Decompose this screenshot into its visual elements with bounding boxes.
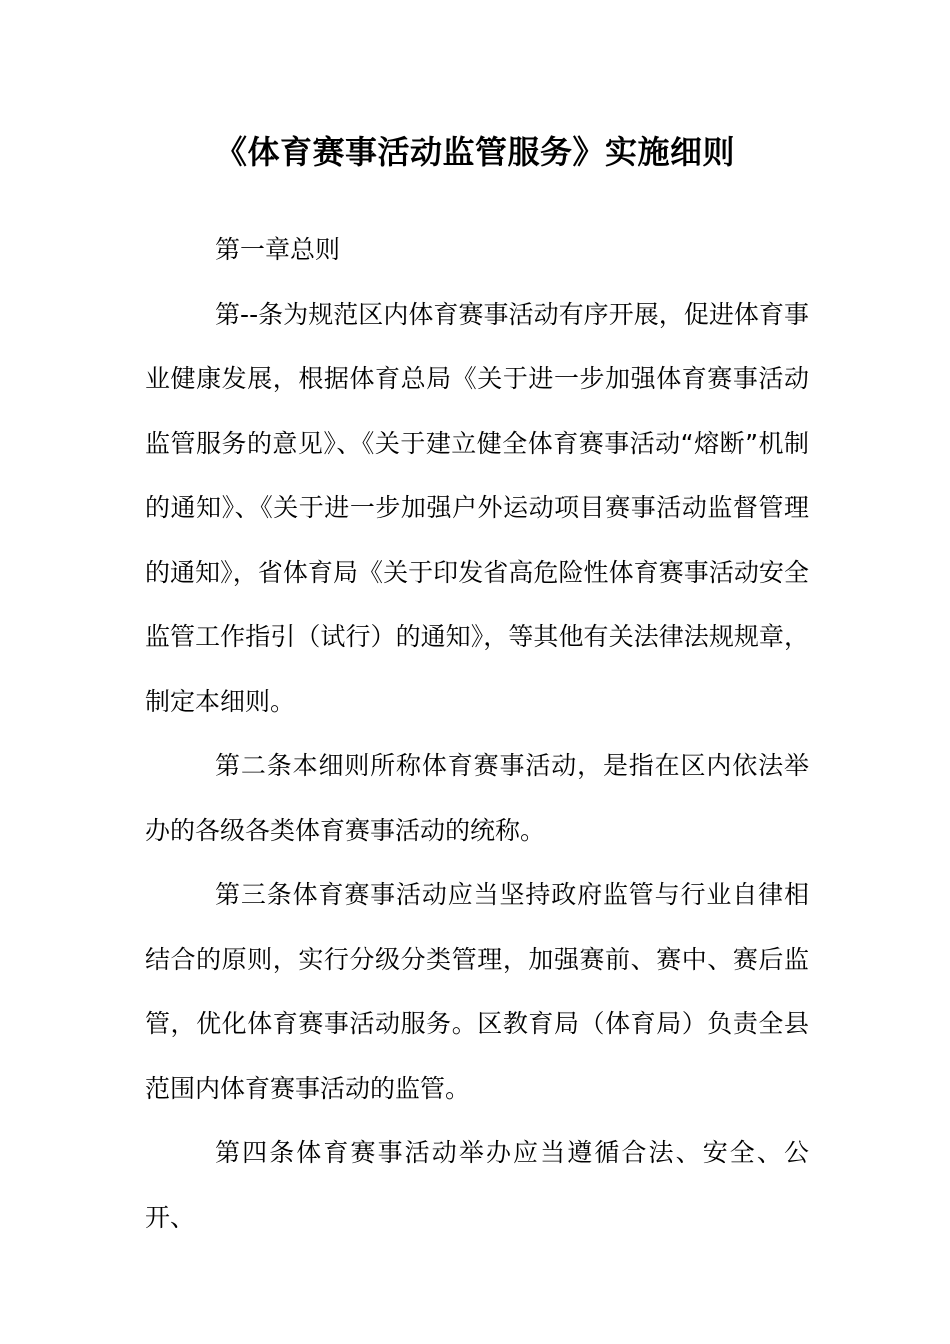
- article-1-paragraph: 第--条为规范区内体育赛事活动有序开展，促进体育事业健康发展，根据体育总局《关于进一步加强体育赛事活动监管服务的意见》、《关于建立健全体育赛事活动“熔断”机制的通知》、《关于进一步加强户外运动项目赛事活动监督管理的通知》，省体育局《关于印发省高危险性体育赛事活动安全监管工作指引（试行）的通知》，等其他有关法律法规规章，制定本细则。: [145, 299, 809, 716]
- article-4-paragraph: 第四条体育赛事活动举办应当遵循合法、安全、公开、: [145, 1138, 809, 1232]
- document-body: [145, 218, 809, 1250]
- chapter-heading: 第一章总则: [215, 235, 341, 264]
- article-2-paragraph: 第二条本细则所称体育赛事活动，是指在区内依法举办的各级各类体育赛事活动的统称。: [145, 751, 809, 845]
- document-title: 《体育赛事活动监管服务》实施细则: [214, 133, 735, 171]
- article-3-paragraph: 第三条体育赛事活动应当坚持政府监管与行业自律相结合的原则，实行分级分类管理，加强赛前、赛中、赛后监管，优化体育赛事活动服务。区教育局（体育局）负责全县范围内体育赛事活动的监管。: [145, 880, 809, 1103]
